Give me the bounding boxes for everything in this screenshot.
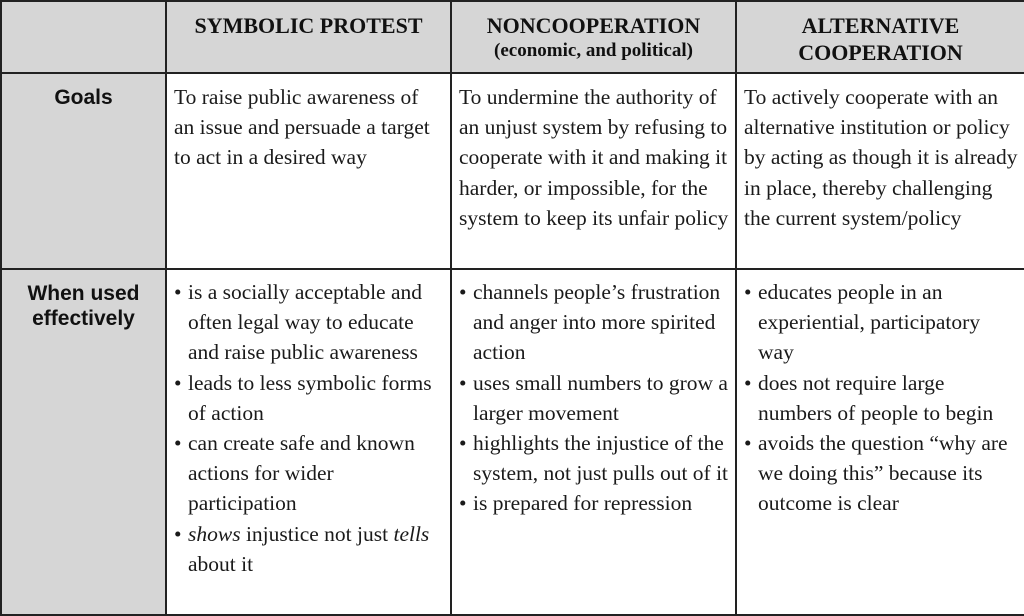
effective-label-line1: When used — [27, 282, 140, 305]
list-item: • is prepared for repression — [459, 488, 731, 518]
header-alternative-cooperation — [736, 1, 1024, 73]
header-symbolic-protest-label: SYMBOLIC PROTEST — [194, 13, 423, 38]
goals-symbolic-protest-text: To raise public awareness of an issue and persuade a target to act in a desired way — [174, 85, 430, 170]
list-item: • uses small numbers to grow a larger movement — [459, 368, 731, 428]
list-item: • shows injustice not just tells about it — [174, 519, 446, 579]
header-noncooperation — [451, 1, 736, 73]
bullet-icon: • — [744, 280, 752, 304]
emphasis-tells: tells — [393, 521, 430, 546]
emphasis-shows: shows — [188, 521, 241, 546]
effective-label-cell — [1, 269, 166, 615]
goals-label: Goals — [54, 86, 113, 109]
bullet-icon: • — [744, 370, 752, 395]
header-alternative-label-line2: COOPERATION — [798, 40, 963, 65]
effective-noncooperation-cell — [451, 269, 736, 615]
header-noncooperation-sublabel: (economic, and political) — [494, 40, 693, 61]
effective-alternative-list — [737, 270, 1024, 519]
goals-symbolic-protest-cell — [166, 73, 451, 269]
effective-symbolic-protest-list — [167, 270, 450, 579]
goals-row — [1, 73, 1024, 269]
header-row — [1, 1, 1024, 73]
list-item: • is a socially acceptable and often legal way to educate and raise public awareness — [174, 277, 446, 368]
list-item: • highlights the injustice of the system, not just pulls out of it — [459, 428, 731, 488]
goals-alternative-text: To actively cooperate with an alternative institution or policy by acting as though it is already in place, thereby challenging the current system/policy — [744, 85, 1018, 230]
corner-cell — [1, 1, 166, 73]
bullet-icon: • — [174, 280, 182, 304]
list-item: • leads to less symbolic forms of action — [174, 368, 446, 428]
bullet-icon: • — [459, 280, 467, 304]
goals-noncooperation-text: To undermine the authority of an unjust system by refusing to cooperate with it and making it harder, or impossible, for the system to keep its unfair policy — [459, 85, 729, 230]
bullet-icon: • — [459, 370, 467, 395]
list-item: • can create safe and known actions for wider participation — [174, 428, 446, 519]
bullet-icon: • — [459, 491, 467, 516]
goals-label-cell — [1, 73, 166, 269]
list-item: • channels people’s frustration and anger into more spirited action — [459, 277, 731, 368]
list-item: • avoids the question “why are we doing this” because its outcome is clear — [744, 428, 1020, 519]
goals-alternative-cell — [736, 73, 1024, 269]
effective-alternative-cell — [736, 269, 1024, 615]
bullet-icon: • — [459, 431, 467, 456]
bullet-icon: • — [174, 370, 182, 395]
bullet-icon: • — [174, 521, 182, 546]
bullet-icon: • — [744, 431, 752, 456]
goals-noncooperation-cell — [451, 73, 736, 269]
header-noncooperation-label: NONCOOPERATION — [486, 13, 701, 38]
list-item: • does not require large numbers of people to begin — [744, 368, 1020, 428]
header-symbolic-protest — [166, 1, 451, 73]
effective-noncooperation-list — [452, 270, 735, 519]
effective-row — [1, 269, 1024, 615]
effective-label-line2: effectively — [32, 307, 135, 330]
bullet-icon: • — [174, 431, 182, 456]
list-item: • educates people in an experiential, participatory way — [744, 277, 1020, 368]
header-alternative-label-line1: ALTERNATIVE — [801, 13, 960, 38]
effective-symbolic-protest-cell — [166, 269, 451, 615]
